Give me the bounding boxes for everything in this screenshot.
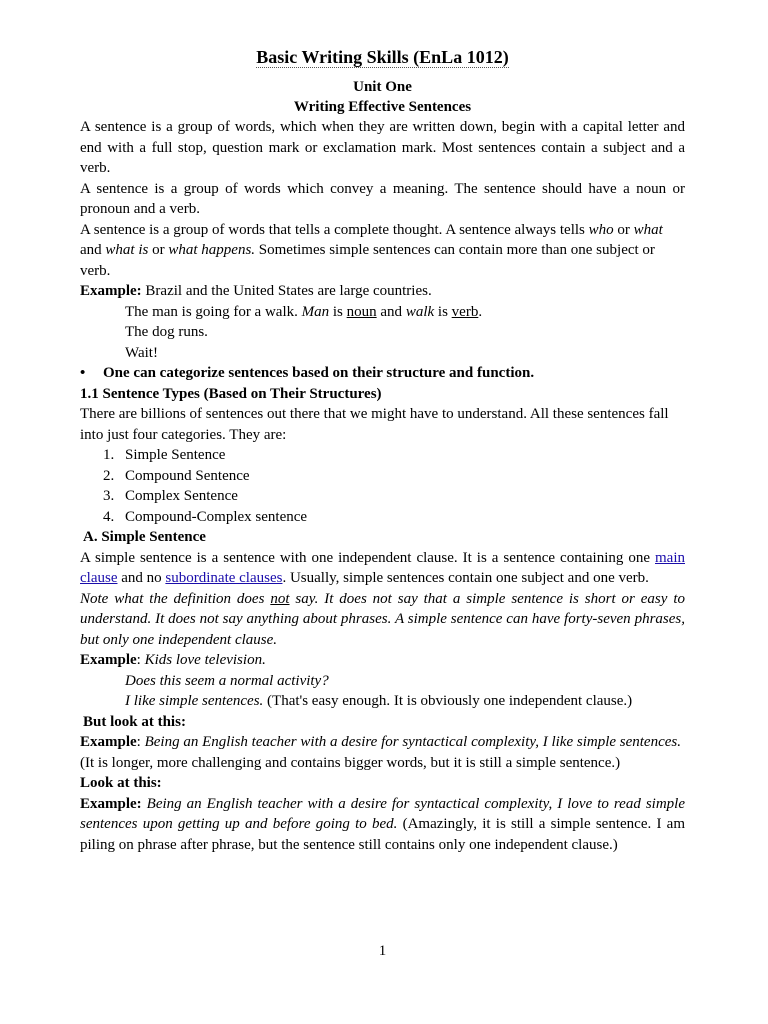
subsection-heading: A. Simple Sentence: [83, 529, 206, 545]
example-line: Example: Being an English teacher with a desire for syntactical complexity, I love to read simple sentences upon getting up and before going to bed. (Amazingly, it is still a simple sentence. I am piling on phrase after phrase, but the sentence still contains only one independent clause.): [80, 795, 685, 853]
example-line: The dog runs.: [125, 324, 208, 340]
example-line: Wait!: [125, 344, 158, 361]
chapter-heading: Writing Effective Sentences: [293, 99, 472, 115]
example-line: Does this seem a normal activity?: [125, 672, 329, 689]
example-line: Example: Being an English teacher with a desire for syntactical complexity, I like simple sentences. (It is longer, more challenging and contains bigger words, but it is still a simple sentence.): [80, 734, 681, 771]
section-heading: 1.1 Sentence Types (Based on Their Structures): [80, 385, 382, 402]
paragraph: A sentence is a group of words, which when they are written down, begin with a capital letter and end with a full stop, question mark or exclamation mark. Most sentences contain a subject and a verb.: [80, 119, 685, 176]
unit-heading: Unit One: [353, 79, 412, 95]
paragraph: A sentence is a group of words that tells a complete thought. A sentence always tells who or what and what is or what happens. Sometimes simple sentences can contain more than one subject or verb.: [80, 221, 663, 279]
paragraph: But look at this:: [83, 713, 186, 730]
list-item: 2. Compound Sentence: [103, 467, 250, 484]
paragraph: Look at this:: [80, 775, 162, 791]
bullet-item: • One can categorize sentences based on their structure and function.: [80, 363, 685, 384]
paragraph: A simple sentence is a sentence with one independent clause. It is a sentence containing one main clause and no subordinate clauses. Usually, simple sentences contain one subject and one verb.: [80, 549, 685, 586]
body-text: [80, 117, 685, 855]
paragraph: A sentence is a group of words which convey a meaning. The sentence should have a noun or pronoun and a verb.: [80, 180, 685, 217]
document-title: Basic Writing Skills (EnLa 1012): [256, 47, 509, 67]
list-item: 3. Complex Sentence: [103, 488, 238, 504]
note-paragraph: Note what the definition does not say. It does not say that a simple sentence is short or easy to understand. It does not say anything about phrases. A simple sentence can have forty-seven phrases, but only one independent clause.: [80, 590, 685, 648]
list-item: 4. Compound-Complex sentence: [103, 508, 308, 525]
bullet-icon: •: [80, 365, 86, 381]
example-line: I like simple sentences. (That's easy enough. It is obviously one independent clause.): [125, 693, 633, 709]
example-line: Example: Kids love television.: [80, 652, 266, 668]
list-item: 1. Simple Sentence: [103, 447, 226, 463]
paragraph: There are billions of sentences out there that we might have to understand. All these sentences fall into just four categories. They are:: [80, 406, 669, 443]
subordinate-clauses-link[interactable]: subordinate clauses: [165, 570, 283, 586]
main-clause-link[interactable]: main clause: [80, 549, 685, 586]
example-line: The man is going for a walk. Man is noun and walk is verb.: [125, 303, 483, 320]
example-line: Example: Brazil and the United States are large countries.: [80, 283, 432, 299]
page-number: 1: [378, 943, 387, 959]
